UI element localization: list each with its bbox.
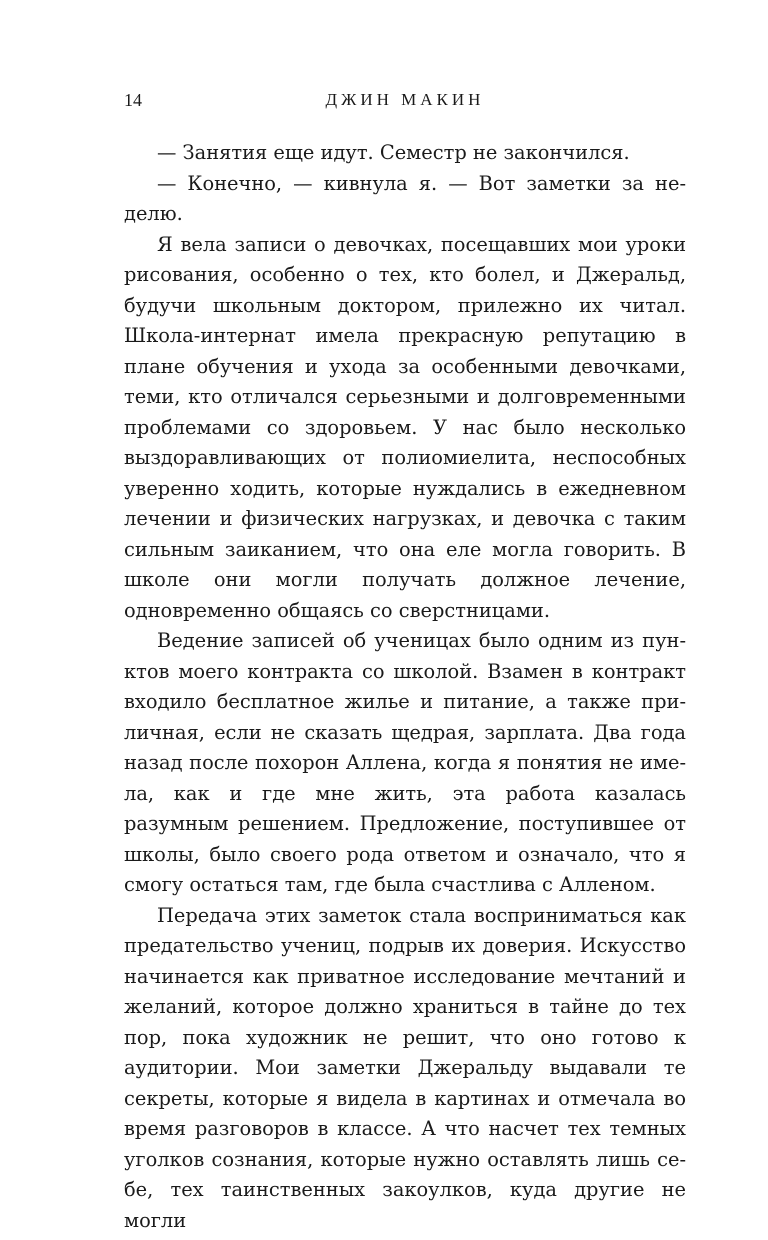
running-title-author: ДЖИН МАКИН (325, 90, 485, 109)
paragraph-contract: Ведение записей об ученицах было одним из пунктов моего контракта со школой. Взамен в контракт входило бесплатное жилье и питание, а также приличная, если не сказать щедрая, зарплата. Два года назад после похорон Аллена, когда я понятия не имела, как и где мне жить, эта работа казалась разумным решением. Предложение, поступившее от школы, было своего рода ответом и означало, что я смогу остаться там, где была счастлива с Алленом. (124, 629, 686, 896)
paragraph-dialogue-2: — Конечно, — кивнула я. — Вот заметки за неделю. (124, 171, 686, 225)
page-number: 14 (124, 90, 142, 110)
paragraph-dialogue-1: — Занятия еще идут. Семестр не закончился. (157, 141, 630, 164)
page-header (124, 90, 686, 112)
paragraph-notes-about-girls: Я вела записи о девочках, посещавших мои уроки рисования, особенно о тех, кто болел, и Джеральд, будучи школьным доктором, прилежно их читал. Школа-интернат имела прекрасную репутацию в плане обучения и ухода за особенными девочками, теми, кто отличался серьезными и долговременными проблемами со здоровьем. У нас было несколько выздоравливающих от полиомиелита, неспособных уверенно ходить, которые нуждались в ежедневном лечении и физических нагрузках, и девочка с таким сильным заиканием, что она еле могла говорить. В школе они могли получать должное лечение, одновременно общаясь со сверстницами. (124, 232, 686, 622)
paragraph-betrayal: Передача этих заметок стала восприниматься как предательство учениц, подрыв их доверия. Искусство начинается как приватное исследование мечтаний и желаний, которое должно храниться в тайне до тех пор, пока художник не решит, что оно готово к аудитории. Мои заметки Джеральду выдавали те секреты, которые я видела в картинах и отмечала во время разговоров в классе. А что насчет тех темных уголков сознания, которые нужно оставлять лишь себе, тех таинственных закоулков, куда другие не могли (124, 903, 686, 1232)
body-text (124, 138, 686, 1236)
